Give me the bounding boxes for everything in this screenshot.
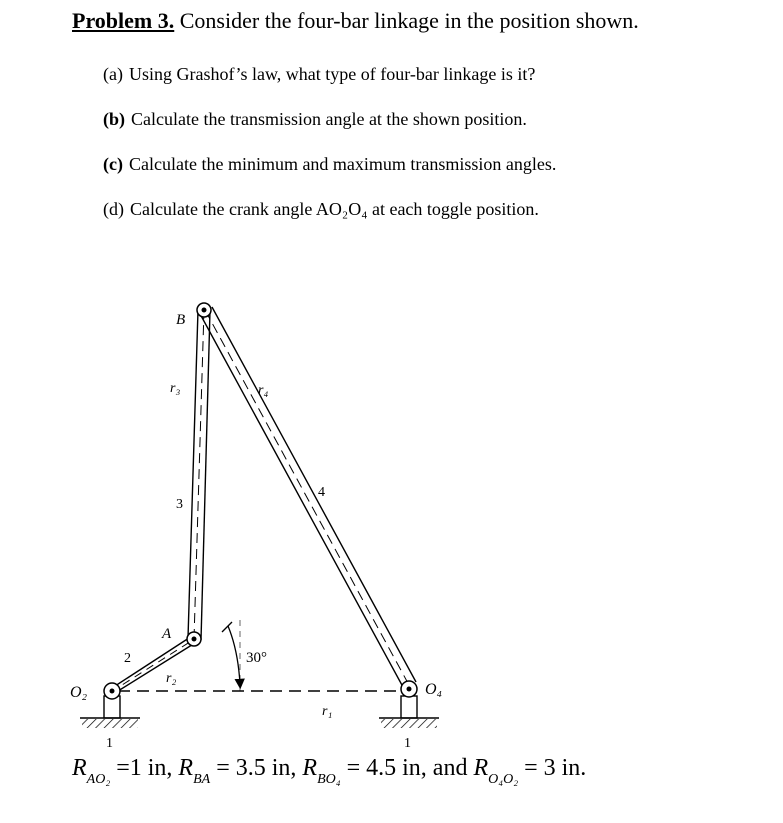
- link-3-coupler: [188, 310, 210, 640]
- part-b-label: (b): [103, 109, 125, 129]
- label-link-4: 4: [318, 485, 325, 500]
- r-o4o2-value: = 3 in.: [524, 755, 587, 781]
- label-link-2: 2: [124, 651, 131, 666]
- label-r2: r₂: [166, 671, 177, 686]
- r-ba-symbol: R: [178, 755, 194, 781]
- r-ba-value: = 3.5 in,: [216, 755, 297, 781]
- link-2-crank: [110, 636, 195, 696]
- label-r1: r₁: [322, 704, 333, 719]
- r-ao2-value: =1 in,: [116, 755, 173, 781]
- part-a-text: Using Grashof’s law, what type of four-bar linkage is it?: [128, 64, 536, 84]
- label-o4: O₄: [425, 681, 443, 698]
- label-angle: 30°: [246, 650, 267, 666]
- r-ao2-symbol: R: [72, 755, 87, 781]
- given-values: [72, 755, 587, 787]
- label-ground-right: 1: [404, 736, 411, 751]
- label-a: A: [162, 626, 172, 642]
- label-r4: r₄: [258, 383, 269, 398]
- label-o2: O₂: [70, 684, 88, 701]
- part-a-label: (a): [103, 64, 123, 84]
- label-link-3: 3: [176, 497, 183, 512]
- part-c-text: Calculate the minimum and maximum transmission angles.: [128, 154, 557, 174]
- r-ao2-subscript: AO₂: [86, 772, 111, 787]
- problem-statement: Consider the four-bar linkage in the position shown.: [179, 8, 639, 33]
- part-d-label: (d): [103, 199, 124, 219]
- r-bo4-value: = 4.5 in, and: [346, 755, 468, 781]
- r-o4o2-subscript: O₄O₂: [488, 772, 519, 787]
- r-bo4-symbol: R: [302, 755, 318, 781]
- link-4-rocker: [199, 307, 416, 687]
- part-d-text: Calculate the crank angle AO₂O₄ at each toggle position.: [130, 199, 539, 219]
- angle-arc: [228, 626, 240, 684]
- r-ba-subscript: BA: [193, 772, 211, 787]
- label-r3: r₃: [170, 381, 181, 396]
- r-o4o2-symbol: R: [473, 755, 489, 781]
- r-bo4-subscript: BO₄: [317, 772, 341, 787]
- label-b: B: [176, 312, 186, 328]
- label-ground-left: 1: [106, 736, 113, 751]
- problem-number: Problem 3.: [72, 8, 175, 33]
- part-c-label: (c): [103, 154, 123, 174]
- ground-pivot-o2: [80, 683, 140, 728]
- part-b-text: Calculate the transmission angle at the shown position.: [131, 109, 527, 129]
